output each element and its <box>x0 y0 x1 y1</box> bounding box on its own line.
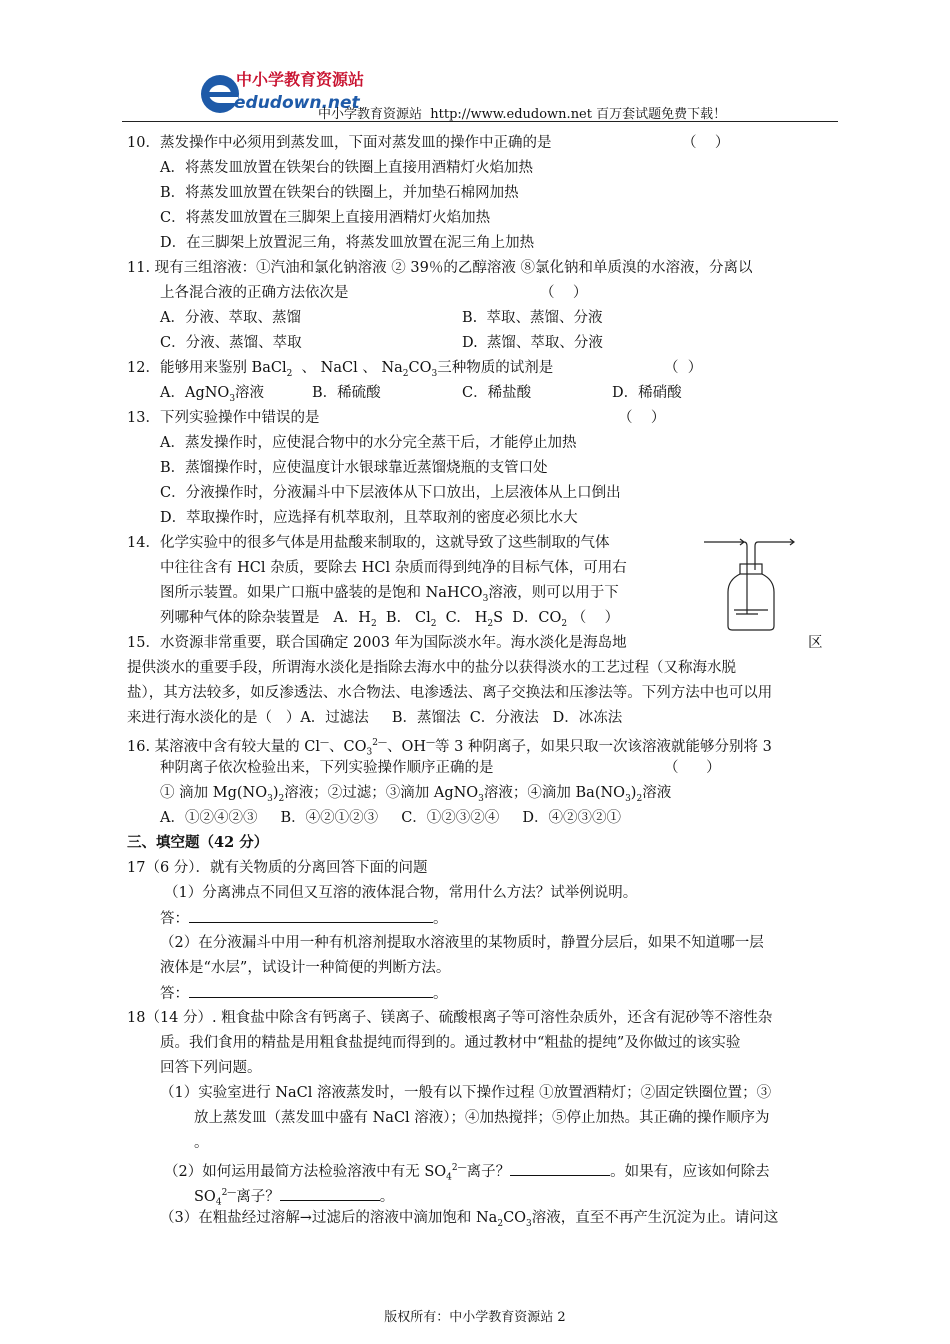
q18-line3: 回答下列问题。 <box>160 1060 262 1076</box>
q15-line3: 盐），其方法较多，如反渗透法、水合物法、电渗透法、离子交换法和压渗法等。下列方法中也可以用 <box>127 685 773 701</box>
answer-blank <box>280 1186 380 1201</box>
q13-option-b: B．蒸馏操作时，应使温度计水银球靠近蒸馏烧瓶的支管口处 <box>160 460 548 476</box>
q11-option-a: A．分液、萃取、蒸馏 <box>160 310 301 326</box>
q13-option-d: D．萃取操作时，应选择有机萃取剂，且萃取剂的密度必须比水大 <box>160 510 578 526</box>
answer-blank <box>510 1161 610 1176</box>
q16-line1: 16. 某溶液中含有较大量的 Cl—、$CO_3^{2—}$、OH—等 3 种阴离子，如果只取一次该溶液就能够分别将 3 <box>127 738 772 758</box>
q18-part2-line2: $SO_4^{2—}$离子？ 。 <box>194 1183 394 1213</box>
q11-line1: 11. 现有三组溶液：①汽油和氯化钠溶液 ② 39％的乙醇溶液 ⑧氯化钠和单质溴的水溶液，分离以 <box>127 260 753 276</box>
q17-part1: （1）分离沸点不同但又互溶的液体混合物，常用什么方法？试举例说明。 <box>164 885 638 901</box>
q13-stem: 13．下列实验操作中错误的是 <box>127 410 320 426</box>
q11-option-b: B. 萃取、蒸馏、分液 <box>462 310 603 326</box>
q14-line3: 图所示装置。如果广口瓶中盛装的是饱和 NaHCO$_3$溶液，则可以用于下 <box>160 585 619 604</box>
q15-line4: 来进行海水淡化的是（ ）A．过滤法 B．蒸馏法 C．分液法 D．冰冻法 <box>127 710 623 726</box>
q10-option-c: C．将蒸发皿放置在三脚架上直接用酒精灯火焰加热 <box>160 210 491 226</box>
q11-option-c: C．分液、蒸馏、萃取 <box>160 335 302 351</box>
q15-line2: 提供淡水的重要手段，所谓海水淡化是指除去海水中的盐分以获得淡水的工艺过程（又称海水脱 <box>127 660 736 676</box>
q10-paren: （ ） <box>682 135 730 151</box>
q13-option-c: C．分液操作时，分液漏斗中下层液体从下口放出，上层液体从上口倒出 <box>160 485 621 501</box>
footer: 版权所有：中小学教育资源站 2 <box>384 1310 566 1325</box>
q12-paren: （ ） <box>664 360 703 376</box>
answer-blank <box>189 908 433 923</box>
q18-part3-line1: （3）在粗盐经过溶解→过滤后的溶液中滴加饱和 $Na_2CO_3$溶液，直至不再产生沉淀为止。请问这 <box>160 1210 779 1229</box>
svg-text:edudown.net: edudown.net <box>234 93 360 113</box>
q18-part1-line2: 放上蒸发皿（蒸发皿中盛有 NaCl 溶液）；④加热搅拌；⑤停止加热。其正确的操作顺序为 <box>194 1110 770 1126</box>
q14-line4: 列哪种气体的除杂装置是 A．$H_2$ B. $Cl_2$ C. $H_2S$ D．$CO_2$ （ ） <box>160 610 620 629</box>
q16-line3: ① 滴加 $Mg(NO_3)_2$溶液；②过滤；③滴加 AgNO$_3$溶液；④滴加 $Ba(NO_3)_2$溶液 <box>160 785 672 804</box>
q10-option-b: B．将蒸发皿放置在铁架台的铁圈上，并加垫石棉网加热 <box>160 185 519 201</box>
q12-option-d: D．稀硝酸 <box>612 385 682 401</box>
q12-stem: 12．能够用来鉴别 BaCl$_2$ 、 NaCl 、 $Na_2CO_3$三种物质的试剂是 <box>127 360 554 379</box>
q15-line1-end: 区 <box>808 635 823 651</box>
q11-option-d: D. 蒸馏、萃取、分液 <box>462 335 603 351</box>
q18-part1-line3: 。 <box>194 1135 209 1151</box>
q18-line1: 18（14 分）. 粗食盐中除含有钙离子、镁离子、硫酸根离子等可溶性杂质外，还含有泥砂等不溶性杂 <box>127 1010 773 1026</box>
q16-paren: （ ） <box>664 760 721 776</box>
q16-line2: 种阴离子依次检验出来，下列实验操作顺序正确的是 <box>160 760 494 776</box>
q17-title: 17（6 分）．就有关物质的分离回答下面的问题 <box>127 860 428 876</box>
q13-paren: （ ） <box>618 410 666 426</box>
q12-option-a: A．AgNO$_3$溶液 <box>160 385 265 404</box>
svg-text:中小学教育资源站: 中小学教育资源站 <box>236 70 365 89</box>
q10-option-d: D．在三脚架上放置泥三角，将蒸发皿放置在泥三角上加热 <box>160 235 535 251</box>
q14-line2: 中往往含有 HCl 杂质，要除去 HCl 杂质而得到纯净的目标气体，可用右 <box>160 560 627 576</box>
q17-answer2: 答： 。 <box>160 983 448 1004</box>
q17-answer1: 答： 。 <box>160 908 448 929</box>
q12-option-c: C．稀盐酸 <box>462 385 532 401</box>
q16-options: A．①②④②③ B．④②①②③ C．①②③②④ D．④②③②① <box>160 810 621 826</box>
q17-part2-line1: （2）在分液漏斗中用一种有机溶剂提取水溶液里的某物质时，静置分层后，如果不知道哪一层 <box>160 935 764 951</box>
q18-line2: 质。我们食用的精盐是用粗食盐提纯而得到的。通过教材中“粗盐的提纯”及你做过的该实验 <box>160 1035 741 1051</box>
section-title: 三、填空题（42 分） <box>127 834 269 851</box>
q15-line1: 15．水资源非常重要，联合国确定 2003 年为国际淡水年。海水淡化是海岛地 <box>127 635 627 651</box>
q18-part2-line1: （2）如何运用最简方法检验溶液中有无 $SO_4^{2—}$离子？ 。如果有，应该如何除去 <box>164 1158 770 1188</box>
header-rule <box>122 121 838 122</box>
q10-option-a: A．将蒸发皿放置在铁架台的铁圈上直接用酒精灯火焰加热 <box>160 160 533 176</box>
q18-part1-line1: （1）实验室进行 NaCl 溶液蒸发时，一般有以下操作过程 ①放置酒精灯；②固定铁圈位置；③ <box>160 1085 772 1101</box>
q11-paren: （ ） <box>540 285 588 301</box>
q17-part2-line2: 液体是“水层”，试设计一种简便的判断方法。 <box>160 960 451 976</box>
answer-blank <box>189 983 433 998</box>
q12-option-b: B．稀硫酸 <box>312 385 381 401</box>
gas-washing-bottle-diagram <box>700 530 800 634</box>
q14-line1: 14．化学实验中的很多气体是用盐酸来制取的，这就导致了这些制取的气体 <box>127 535 610 551</box>
q13-option-a: A．蒸发操作时，应使混合物中的水分完全蒸干后，才能停止加热 <box>160 435 577 451</box>
q11-line2: 上各混合液的正确方法依次是 <box>160 285 349 301</box>
header-text: 中小学教育资源站 http://www.edudown.net 百万套试题免费下载！ <box>318 107 727 122</box>
q10-stem: 10．蒸发操作中必须用到蒸发皿，下面对蒸发皿的操作中正确的是 <box>127 135 552 151</box>
